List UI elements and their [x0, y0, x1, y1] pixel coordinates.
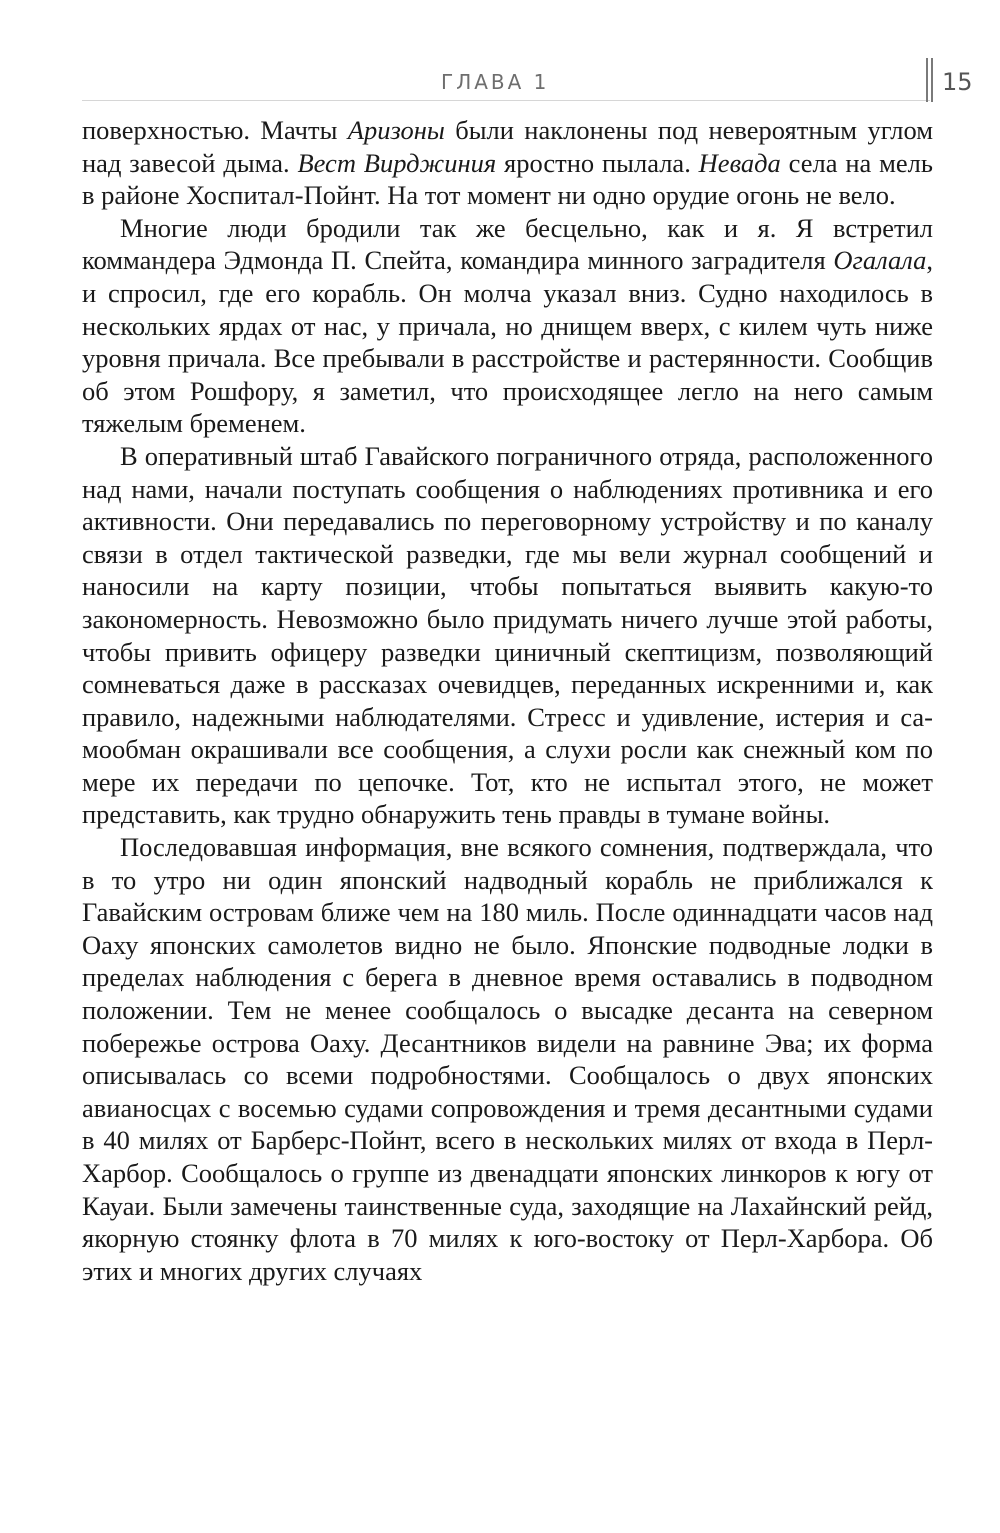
italic-ship-name: Аризоны — [347, 115, 445, 145]
running-head — [0, 0, 1000, 110]
text-run: Последовавшая информация, вне всякого сомнения, подтверждала, что в то утро ни один японский надводный корабль не приближался к Гавайским островам ближе чем на 180 миль. После одиннадцати часов над Оаху японских самолетов видно не было. Японские подводные лодки в пределах наблюдения с берега в дневное время оставались в подводном положении. Тем не менее сообщалось о высадке десанта на северном побережье острова Оаху. Десантников видели на равнине Эва; их форма описывалась со всеми подробностями. Сообщалось о двух японских авианосцах с восемью судами сопровождения и тремя десантными судами в 40 милях от Барберс-Пойнт, всего в нескольких милях от входа в Перл-Харбор. Сообщалось о группе из двенадцати японских линкоров к югу от Кауаи. Были замечены таинственные суда, заходящие на Лахайнский рейд, якорную стоянку флота в 70 милях к юго-востоку от Перл-Харбора. Об этих и многих других случаях — [82, 832, 933, 1286]
italic-ship-name: Вест Вирджиния — [297, 147, 497, 178]
paragraph — [82, 212, 933, 440]
text-run: были наклонены под невероятным углом над завесой дыма. — [82, 115, 933, 178]
paragraph — [82, 114, 933, 212]
text-run: села на мель в районе Хоспитал-Пойнт. На тот момент ни одно орудие огонь не вело. — [82, 147, 933, 211]
text-run: В оперативный штаб Гавайского пограничного отряда, расположенного над нами, начали поступать сообщения о наблюдениях противника и его активности. Они передавались по переговорному устройству и по каналу связи в отдел тактической разведки, где мы вели журнал сообщений и наносили на карту позиции, чтобы попытаться выявить какую-то закономерность. Невозможно было придумать ничего лучше этой работы, чтобы привить офицеру разведки циничный скептицизм, позволяющий сомневаться даже в рассказах очевидцев, переданных искренними и, как правило, надежными наблюдателями. Стресс и удивление, истерия и самообман окрашивали все сообщения, а слухи росли как снежный ком по мере их передачи по цепочке. Тот, кто не испытал этого, не может представить, как трудно обнаружить тень правды в тумане войны. — [82, 440, 933, 830]
text-run: Многие люди бродили так же бесцельно, как и я. Я встретил коммандера Эдмонда П. Спейта, командира минного заградителя — [82, 212, 933, 276]
paragraph — [82, 831, 933, 1287]
header-bar — [926, 58, 928, 102]
body-text — [82, 114, 933, 1287]
paragraph — [82, 440, 933, 831]
chapter-title: ГЛАВА 1 — [441, 70, 550, 94]
page-number: 15 — [942, 68, 973, 96]
text-run: яростно пылала. — [496, 147, 699, 178]
header-bar — [931, 58, 933, 102]
header-rule — [82, 100, 930, 101]
text-run: поверхностью. Мачты — [82, 115, 348, 145]
italic-ship-name: Огалала — [833, 245, 927, 276]
italic-ship-name: Невада — [698, 147, 781, 178]
text-run: , и спросил, где его корабль. Он молча указал вниз. Судно находилось в нескольких ярдах от нас, у причала, но днищем вверх, с килем чуть ниже уровня причала. Все пребывали в расстройстве и растерянности. Сообщив об этом Рошфору, я заметил, что происходящее легло на него самым тяжелым бременем. — [82, 245, 933, 439]
